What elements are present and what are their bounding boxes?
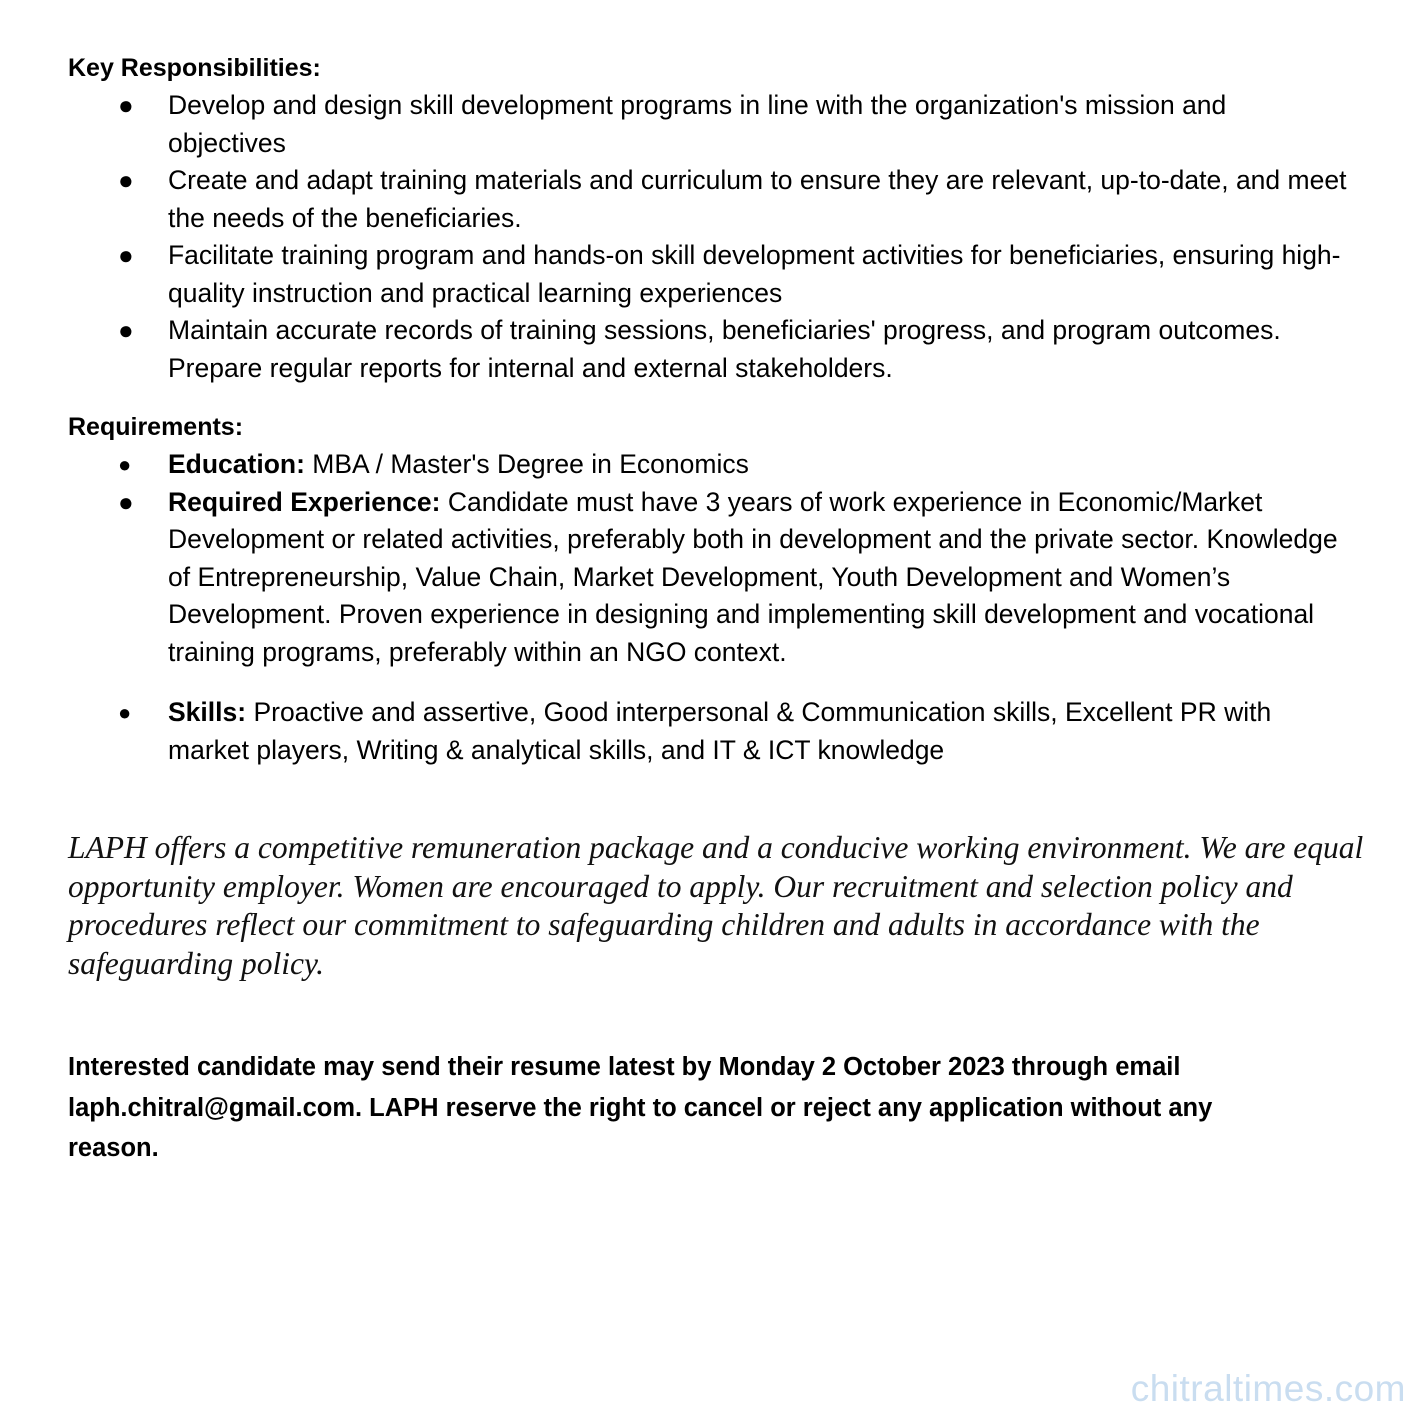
bullet-icon: ● <box>118 486 134 517</box>
bullet-icon: ● <box>118 700 132 725</box>
list-item <box>68 162 1368 237</box>
closing-statement: Interested candidate may send their resume latest by Monday 2 October 2023 through email laph.chitral@gmail.com. LAPH reserve the right to cancel or reject any application without any reason. <box>68 1053 1213 1162</box>
list-item <box>68 484 1338 672</box>
education-label: Education: <box>168 449 305 479</box>
bullet-icon: ● <box>118 165 134 195</box>
bullet-icon: ● <box>118 90 134 120</box>
responsibilities-list <box>68 87 1368 387</box>
offer-statement: LAPH offers a competitive remuneration package and a conducive working environment. We are equal opportunity employer. Women are encouraged to apply. Our recruitment and selection policy and procedures reflect our commitment to safeguarding children and adults in accordance with the safeguarding policy. <box>68 830 1364 981</box>
list-item <box>68 237 1363 312</box>
watermark: chitraltimes.com <box>1130 1368 1406 1409</box>
experience-text: Candidate must have 3 years of work experience in Economic/Market Development or related activities, preferably both in development and the private sector. Knowledge of Entrepreneurship, Value Chain, Market Development, Youth Development and Women’s Development. Proven experience in designing and implementing skill development and vocational training programs, preferably within an NGO context. <box>168 486 1338 667</box>
list-item <box>68 312 1358 387</box>
skills-label: Skills: <box>168 697 247 727</box>
responsibility-text: Facilitate training program and hands-on skill development activities for beneficiaries, ensuring high-quality instruction and practical learning experiences <box>168 240 1341 308</box>
list-item <box>68 446 1338 484</box>
skills-text: Proactive and assertive, Good interpersonal & Communication skills, Excellent PR with market players, Writing & analytical skills, and IT & ICT knowledge <box>168 697 1272 765</box>
list-item <box>68 694 1338 769</box>
bullet-icon: ● <box>118 240 134 270</box>
skills-list <box>68 694 1368 769</box>
requirements-list <box>68 446 1368 671</box>
document-page <box>68 50 1368 1169</box>
responsibility-text: Create and adapt training materials and curriculum to ensure they are relevant, up-to-date, and meet the needs of the beneficiaries. <box>168 165 1347 233</box>
responsibility-text: Develop and design skill development programs in line with the organization's mission and objectives <box>168 90 1227 158</box>
bullet-icon: ● <box>118 315 134 345</box>
education-text: MBA / Master's Degree in Economics <box>304 449 749 479</box>
key-responsibilities-heading: Key Responsibilities: <box>68 54 321 82</box>
list-item <box>68 87 1298 162</box>
requirements-heading: Requirements: <box>68 413 244 441</box>
experience-label: Required Experience: <box>168 486 441 517</box>
bullet-icon: ● <box>118 452 132 477</box>
responsibility-text: Maintain accurate records of training sessions, beneficiaries' progress, and program outcomes. Prepare regular reports for internal and external stakeholders. <box>168 315 1281 383</box>
